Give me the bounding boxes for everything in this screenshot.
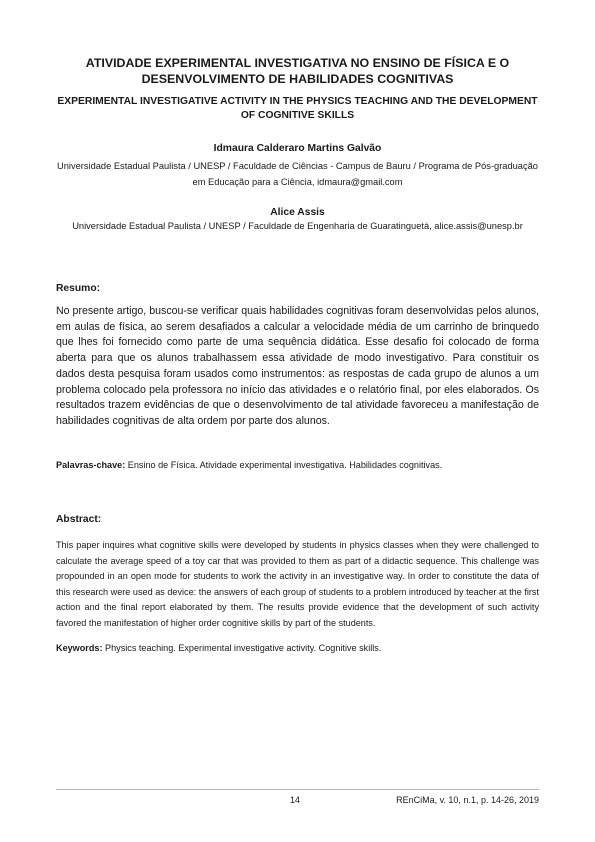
keywords-label: Keywords: [56, 643, 103, 653]
abstract-heading: Abstract: [56, 514, 102, 525]
abstract-keywords [56, 642, 539, 655]
title-english: EXPERIMENTAL INVESTIGATIVE ACTIVITY IN THE PHYSICS TEACHING AND THE DEVELOPMENT OF COGNITIVE SKILLS [57, 96, 538, 121]
footer-divider [56, 789, 539, 790]
author-name: Alice Assis [270, 207, 325, 218]
keywords-text: Ensino de Física. Atividade experimental investigativa. Habilidades cognitivas. [127, 460, 443, 470]
author-name: Idmaura Calderaro Martins Galvão [213, 143, 382, 154]
page-number: 14 [290, 795, 301, 805]
author-affiliation: Universidade Estadual Paulista / UNESP / Faculdade de Ciências - Campus de Bauru / Programa de Pós-graduação em Educação para a Ciência, idmaura@gmail.com [57, 161, 538, 187]
resumo-keywords [56, 459, 539, 472]
resumo-heading: Resumo: [56, 283, 101, 294]
title-portuguese: ATIVIDADE EXPERIMENTAL INVESTIGATIVA NO ENSINO DE FÍSICA E O DESENVOLVIMENTO DE HABILIDADES COGNITIVAS [85, 56, 510, 86]
author-affiliation: Universidade Estadual Paulista / UNESP / Faculdade de Engenharia de Guaratinguetá, alice.assis@unesp.br [72, 221, 523, 231]
abstract-text: This paper inquires what cognitive skills were developed by students in physics classes when they were challenged to calculate the average speed of a toy car that was provided to them as part of a didactic sequence. This challenge was propounded in an open mode for students to work the activity in an investigative way. In order to constitute the data of this research were used as device: the answers of each group of students to a problem introduced by teacher at the first action and the final report elaborated by them. The results provide evidence that the development of such activity favored the manifestation of higher order cognitive skills by part of the students. [56, 540, 539, 628]
keywords-label: Palavras-chave: [56, 460, 126, 470]
resumo-text: No presente artigo, buscou-se verificar quais habilidades cognitivas foram desenvolvidas pelos alunos, em aulas de física, ao serem desafiados a calcular a velocidade média de um carrinho de brinquedo que lhes foi fornecido como parte de uma sequência didática. Esse desafio foi colocado de forma aberta para que os alunos trabalhassem essa atividade de modo investigativo. Para constituir os dados desta pesquisa foram usados como instrumentos: as respostas de cada grupo de alunos a um problema colocado pela professora no início das atividades e o relatório final, por eles elaborados. Os resultados trazem evidências de que o desenvolvimento de tal atividade favoreceu a manifestação de habilidades cognitivas de alta ordem por parte dos alunos. [56, 305, 539, 427]
keywords-text: Physics teaching. Experimental investigative activity. Cognitive skills. [105, 643, 382, 653]
journal-reference: REnCiMa, v. 10, n.1, p. 14-26, 2019 [396, 795, 539, 805]
